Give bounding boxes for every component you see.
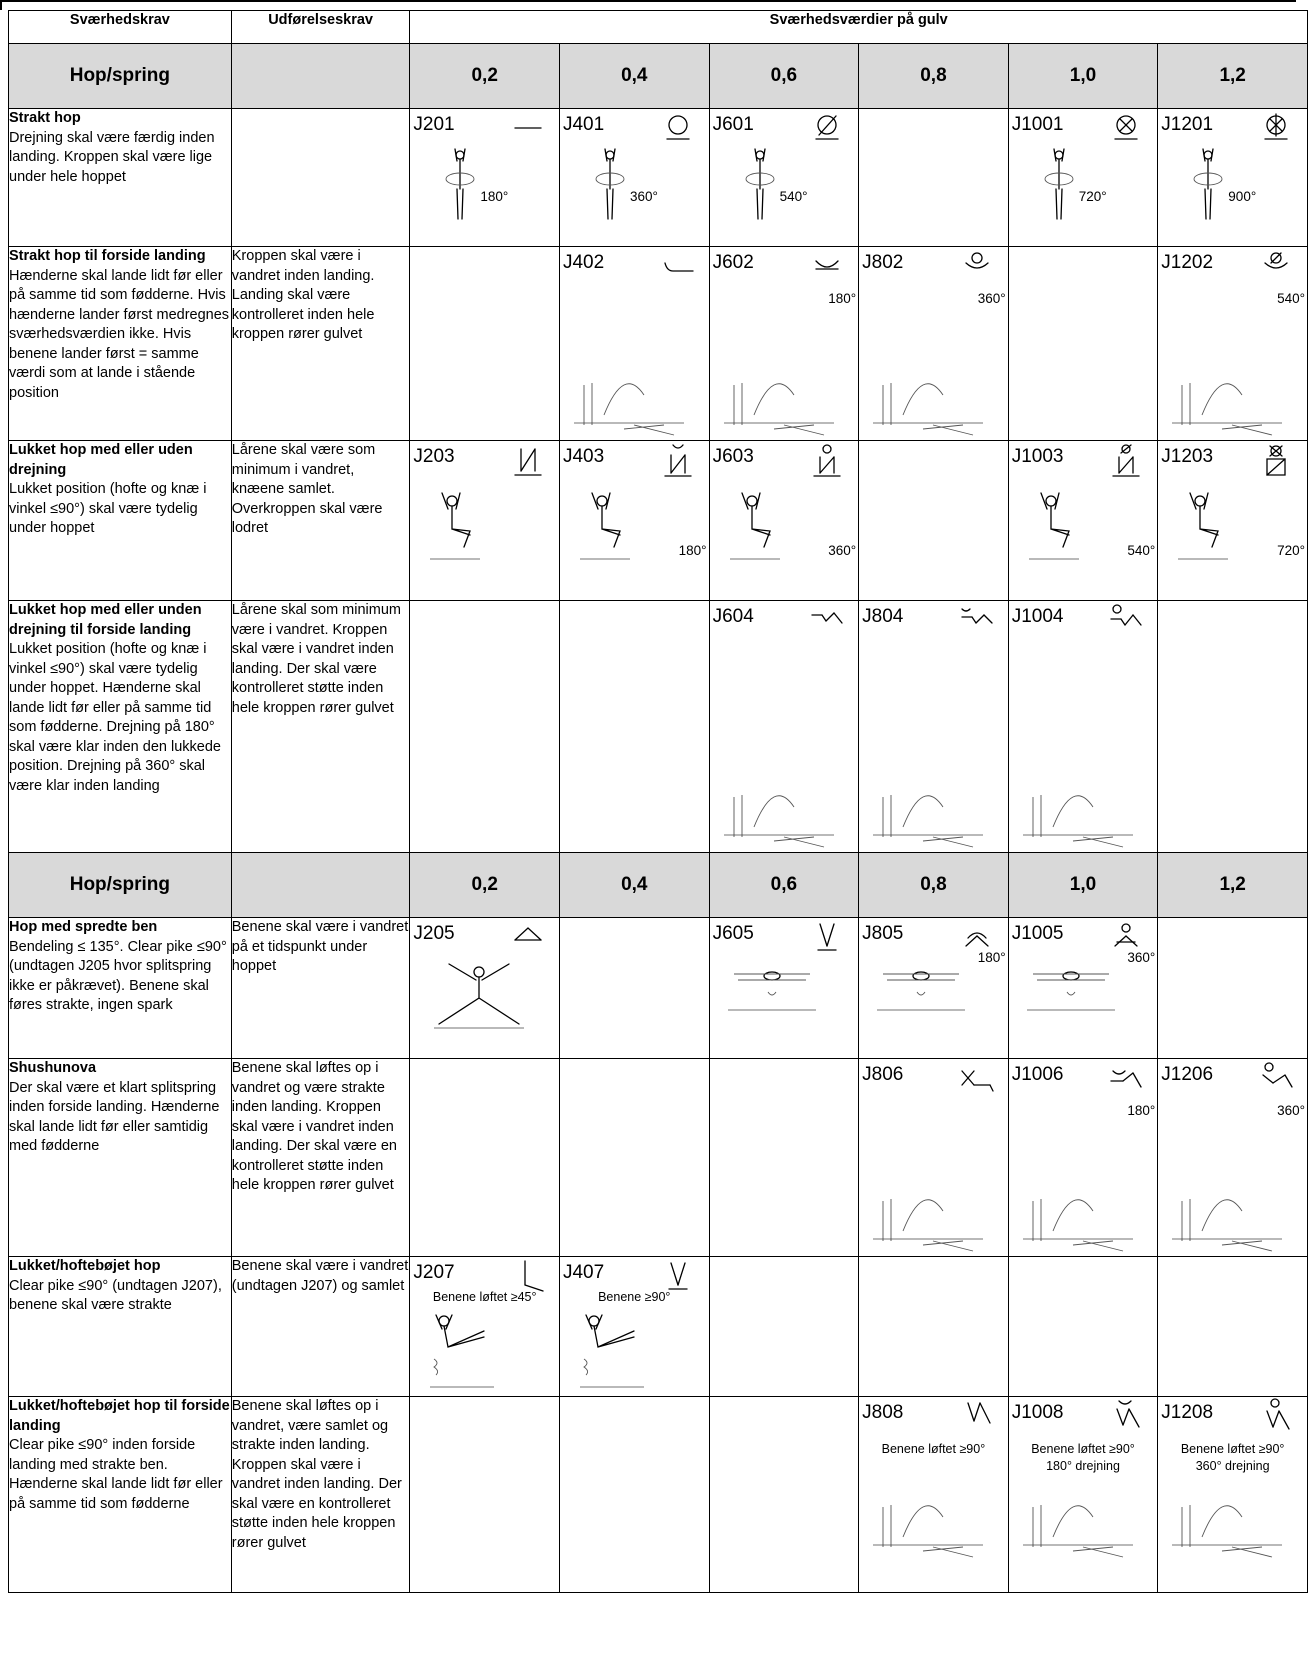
gymnast-figure xyxy=(574,1311,674,1389)
element-row xyxy=(9,247,1308,441)
value-cell xyxy=(709,441,859,601)
value-cell xyxy=(1008,247,1158,441)
rotation-degrees: 180° xyxy=(1127,1103,1156,1118)
value-cell xyxy=(1008,1257,1158,1397)
value-cell xyxy=(859,1059,1009,1257)
difficulty-requirement xyxy=(9,441,232,601)
element-code: J1008 xyxy=(1011,1402,1064,1423)
section-value: 0,4 xyxy=(559,44,709,109)
element-row xyxy=(9,601,1308,853)
element-code: J802 xyxy=(862,252,904,273)
section-value: 0,2 xyxy=(410,853,560,918)
value-cell xyxy=(1158,1257,1308,1397)
value-cell xyxy=(410,441,560,601)
tuck-arc-symbol-icon xyxy=(661,443,695,477)
rotation-degrees: 540° xyxy=(1277,291,1305,306)
element-code: J1203 xyxy=(1161,446,1214,467)
gymnast-figure xyxy=(1172,1171,1282,1241)
value-cell xyxy=(410,109,560,247)
value-cell xyxy=(559,109,709,247)
element-row xyxy=(9,1257,1308,1397)
tuck-slashed-symbol-icon xyxy=(1109,443,1143,477)
section-value: 1,2 xyxy=(1158,853,1308,918)
circle-symbol-icon xyxy=(661,111,695,145)
element-code: J402 xyxy=(562,252,605,273)
element-code: J806 xyxy=(862,1064,904,1085)
gymnast-figure xyxy=(730,491,810,561)
value-cell xyxy=(559,441,709,601)
circle-arc-symbol-icon xyxy=(960,249,994,283)
element-code: J1208 xyxy=(1161,1402,1214,1423)
value-cell xyxy=(709,247,859,441)
line-symbol-icon xyxy=(661,249,695,283)
execution-requirement: Benene skal løftes op i vandret og være strakte inden landing. Kroppen skal være i vandret inden landing. Der skal være en kontrolleret støtte inden hele kroppen rører gulvet xyxy=(231,1059,410,1257)
tuck-circle-symbol-icon xyxy=(810,443,844,477)
pike-45-symbol-icon xyxy=(511,1259,545,1293)
value-cell xyxy=(709,1257,859,1397)
element-code: J808 xyxy=(862,1402,904,1423)
element-code: J401 xyxy=(562,114,605,135)
element-code: J1202 xyxy=(1161,252,1214,273)
element-code: J804 xyxy=(862,606,904,627)
element-code: J203 xyxy=(413,446,455,467)
value-cell xyxy=(1008,1059,1158,1257)
element-code: J602 xyxy=(712,252,754,273)
rotation-degrees: 900° xyxy=(1228,189,1257,204)
rotation-degrees: 540° xyxy=(1127,543,1156,558)
gymnast-figure xyxy=(1178,491,1258,561)
tuck-crossed-symbol-icon xyxy=(1259,443,1293,477)
execution-requirement: Lårene skal være som minimum i vandret, knæene samlet. Overkroppen skal være lodret xyxy=(231,441,410,601)
value-cell xyxy=(410,918,560,1059)
value-cell xyxy=(410,1397,560,1593)
value-cell xyxy=(1008,601,1158,853)
value-cell xyxy=(1158,1397,1308,1593)
element-code: J407 xyxy=(562,1262,605,1283)
element-description: Hænderne skal lande lidt før eller på samme tid som fødderne. Hvis hænderne lander først medregnes sværhedsværdien ikke. Hvis benene lander først = samme værdi som at lande i stående position xyxy=(9,267,230,401)
v-pike-symbol-icon xyxy=(661,1259,695,1293)
element-code: J403 xyxy=(562,446,605,467)
gymnast-figure xyxy=(1029,491,1109,561)
rotation-degrees: 360° xyxy=(1277,1103,1305,1118)
difficulty-requirement xyxy=(9,109,232,247)
element-code: J1004 xyxy=(1011,606,1064,627)
value-cell xyxy=(1158,247,1308,441)
v-symbol-icon xyxy=(810,920,844,954)
shushunova-arc-symbol-icon xyxy=(1109,1061,1143,1095)
rotation-degrees: 360° xyxy=(1127,950,1156,965)
value-cell xyxy=(559,1257,709,1397)
crossed-circle-symbol-icon xyxy=(1109,111,1143,145)
element-note: Benene løftet ≥90° xyxy=(881,1442,986,1456)
difficulty-requirement xyxy=(9,1257,232,1397)
arc-line-symbol-icon xyxy=(810,249,844,283)
difficulty-requirement xyxy=(9,1397,232,1593)
value-cell xyxy=(559,247,709,441)
gymnast-figure xyxy=(574,355,684,425)
value-cell xyxy=(1008,109,1158,247)
section-value: 0,8 xyxy=(859,853,1009,918)
element-description: Clear pike ≤90° inden forside landing med strakte ben. Hænderne skal lande lidt før eller på samme tid som fødderne xyxy=(9,1437,223,1512)
tuck-symbol-icon xyxy=(511,443,545,477)
element-row xyxy=(9,1397,1308,1593)
pike-prone-symbol-icon xyxy=(960,1399,994,1433)
value-cell xyxy=(410,247,560,441)
gymnast-figure xyxy=(424,1311,524,1389)
rotation-degrees: 360° xyxy=(828,543,857,558)
value-cell xyxy=(1158,109,1308,247)
section-header-row xyxy=(9,44,1308,109)
element-code: J805 xyxy=(862,923,904,944)
element-title: Lukket/hoftebøjet hop xyxy=(9,1258,161,1274)
section-empty xyxy=(231,853,410,918)
section-value: 1,2 xyxy=(1158,44,1308,109)
rotation-degrees: 540° xyxy=(779,189,808,204)
execution-requirement: Benene skal løftes op i vandret, være samlet og strakte inden landing. Kroppen skal være i vandret inden landing. Der skal være en kontrolleret støtte inden hele kroppen rører gulvet xyxy=(231,1397,410,1593)
value-cell xyxy=(1008,918,1158,1059)
tuck-arc-prone-symbol-icon xyxy=(960,603,994,637)
section-value: 0,6 xyxy=(709,853,859,918)
tuck-circle-prone-symbol-icon xyxy=(1109,603,1143,637)
gymnast-figure xyxy=(873,355,983,425)
difficulty-requirement xyxy=(9,247,232,441)
value-cell xyxy=(859,109,1009,247)
difficulty-table xyxy=(8,10,1308,1593)
element-code: J601 xyxy=(712,114,754,135)
gymnast-figure xyxy=(724,767,834,837)
gymnast-figure xyxy=(873,1477,983,1547)
value-cell xyxy=(709,601,859,853)
pike-prone-arc-symbol-icon xyxy=(1109,1399,1143,1433)
rotation-degrees: 180° xyxy=(678,543,707,558)
element-note: Benene løftet ≥90° xyxy=(1031,1442,1135,1456)
pike-prone-circle-symbol-icon xyxy=(1259,1399,1293,1433)
element-code: J1201 xyxy=(1161,114,1214,135)
value-cell xyxy=(559,1059,709,1257)
difficulty-requirement xyxy=(9,1059,232,1257)
section-empty xyxy=(231,44,410,109)
gymnast-figure xyxy=(873,767,983,837)
element-title: Strakt hop til forside landing xyxy=(9,248,206,264)
value-cell xyxy=(1008,441,1158,601)
element-title: Lukket/hoftebøjet hop til forside landing xyxy=(9,1398,230,1434)
element-row xyxy=(9,109,1308,247)
value-cell xyxy=(559,601,709,853)
value-cell xyxy=(410,601,560,853)
section-label: Hop/spring xyxy=(9,44,232,109)
gymnast-figure xyxy=(873,954,969,1012)
element-code: J1003 xyxy=(1011,446,1064,467)
gymnast-figure xyxy=(1023,954,1119,1012)
value-cell xyxy=(1008,1397,1158,1593)
rotation-degrees: 720° xyxy=(1277,543,1305,558)
element-description: Clear pike ≤90° (undtagen J207), benene skal være strakte xyxy=(9,1277,222,1313)
value-cell xyxy=(859,1257,1009,1397)
slashed-circle-arc-symbol-icon xyxy=(1259,249,1293,283)
element-code: J1001 xyxy=(1011,114,1064,135)
element-code: J1005 xyxy=(1011,923,1064,944)
element-title: Shushunova xyxy=(9,1060,97,1076)
section-label: Hop/spring xyxy=(9,853,232,918)
element-turn-note: 360° drejning xyxy=(1195,1459,1270,1473)
value-cell xyxy=(1158,918,1308,1059)
element-row xyxy=(9,1059,1308,1257)
page-border xyxy=(0,0,1296,10)
element-code: J605 xyxy=(712,923,754,944)
value-cell xyxy=(709,918,859,1059)
execution-requirement: Kroppen skal være i vandret inden landing. Landing skal være kontrolleret inden hele kroppen rører gulvet xyxy=(231,247,410,441)
element-note: Benene ≥90° xyxy=(598,1290,671,1304)
rotation-degrees: 180° xyxy=(828,291,857,306)
element-turn-note: 180° drejning xyxy=(1046,1459,1120,1473)
gymnast-figure xyxy=(1023,1477,1133,1547)
element-title: Lukket hop med eller uden drejning xyxy=(9,442,193,478)
slashed-circle-symbol-icon xyxy=(810,111,844,145)
element-note: Benene løftet ≥45° xyxy=(432,1290,537,1304)
element-row xyxy=(9,441,1308,601)
execution-requirement xyxy=(231,109,410,247)
element-description: Drejning skal være færdig inden landing. Kroppen skal være lige under hele hoppet xyxy=(9,129,215,185)
value-cell xyxy=(859,247,1009,441)
execution-requirement: Benene skal være i vandret (undtagen J207) og samlet xyxy=(231,1257,410,1397)
element-code: J205 xyxy=(413,923,455,944)
header-difficulty: Sværhedskrav xyxy=(9,11,232,44)
element-description: Der skal være et klart splitspring inden forside landing. Hænderne skal lande lidt før eller samtidig med fødderne xyxy=(9,1079,220,1154)
gymnast-figure xyxy=(430,491,510,561)
section-value: 1,0 xyxy=(1008,44,1158,109)
gymnast-figure xyxy=(1172,1477,1282,1547)
value-cell xyxy=(709,109,859,247)
element-description: Lukket position (hofte og knæ i vinkel ≤90°) skal være tydelig under hoppet xyxy=(9,481,207,536)
gymnast-figure xyxy=(1023,1171,1133,1241)
value-cell xyxy=(859,1397,1009,1593)
section-value: 0,2 xyxy=(410,44,560,109)
element-code: J1206 xyxy=(1161,1064,1214,1085)
rotation-degrees: 180° xyxy=(977,950,1006,965)
header-execution: Udførelseskrav xyxy=(231,11,410,44)
element-code: J1006 xyxy=(1011,1064,1064,1085)
gymnast-figure xyxy=(424,958,534,1030)
rotation-degrees: 360° xyxy=(977,291,1006,306)
section-value: 0,4 xyxy=(559,853,709,918)
gymnast-figure xyxy=(873,1171,983,1241)
execution-requirement: Lårene skal som minimum være i vandret. Kroppen skal være i vandret inden landing. Der skal være kontrolleret støtte inden hele kroppen rører gulvet xyxy=(231,601,410,853)
element-title: Lukket hop med eller unden drejning til forside landing xyxy=(9,602,202,638)
section-value: 0,8 xyxy=(859,44,1009,109)
shushunova-circle-symbol-icon xyxy=(1259,1061,1293,1095)
element-title: Hop med spredte ben xyxy=(9,919,158,935)
difficulty-requirement xyxy=(9,601,232,853)
straight-jump-figure-icon xyxy=(511,111,545,145)
element-code: J604 xyxy=(712,606,754,627)
rotation-degrees: 720° xyxy=(1078,189,1107,204)
difficulty-requirement xyxy=(9,918,232,1059)
element-note: Benene løftet ≥90° xyxy=(1180,1442,1285,1456)
element-description: Bendeling ≤ 135°. Clear pike ≤90° (undtagen J205 hvor splitspring ikke er påkrævet). Benene skal føres strakte, ingen spark xyxy=(9,938,227,1013)
value-cell xyxy=(1158,1059,1308,1257)
value-cell xyxy=(859,441,1009,601)
gymnast-figure xyxy=(724,954,820,1012)
value-cell xyxy=(709,1397,859,1593)
value-cell xyxy=(410,1059,560,1257)
rotation-degrees: 360° xyxy=(629,189,658,204)
element-code: J207 xyxy=(413,1262,455,1283)
value-cell xyxy=(559,1397,709,1593)
value-cell xyxy=(859,918,1009,1059)
section-value: 0,6 xyxy=(709,44,859,109)
rotation-degrees: 180° xyxy=(480,189,509,204)
header-row xyxy=(9,11,1308,44)
gymnast-figure xyxy=(1172,355,1282,425)
section-value: 1,0 xyxy=(1008,853,1158,918)
section-header-row xyxy=(9,853,1308,918)
star-circle-symbol-icon xyxy=(1259,111,1293,145)
value-cell xyxy=(559,918,709,1059)
element-code: J201 xyxy=(413,114,455,135)
gymnast-figure xyxy=(1023,767,1133,837)
value-cell xyxy=(1158,601,1308,853)
gymnast-figure xyxy=(724,355,834,425)
execution-requirement: Benene skal være i vandret på et tidspunkt under hoppet xyxy=(231,918,410,1059)
straddle-symbol-icon xyxy=(511,920,545,954)
value-cell xyxy=(1158,441,1308,601)
value-cell xyxy=(410,1257,560,1397)
value-cell xyxy=(709,1059,859,1257)
element-title: Strakt hop xyxy=(9,110,81,126)
element-description: Lukket position (hofte og knæ i vinkel ≤90°) skal være tydelig under hoppet. Hænderne skal lande lidt før eller på samme tid som fødderne. Drejning på 180° skal være klar inden den lukkede position. Drejning på 360° skal være klar inden landing xyxy=(9,641,221,794)
value-cell xyxy=(859,601,1009,853)
header-values: Sværhedsværdier på gulv xyxy=(410,11,1308,44)
gymnast-figure xyxy=(580,491,660,561)
element-row xyxy=(9,918,1308,1059)
shushunova-symbol-icon xyxy=(960,1061,994,1095)
element-code: J603 xyxy=(712,446,754,467)
tuck-prone-symbol-icon xyxy=(810,603,844,637)
